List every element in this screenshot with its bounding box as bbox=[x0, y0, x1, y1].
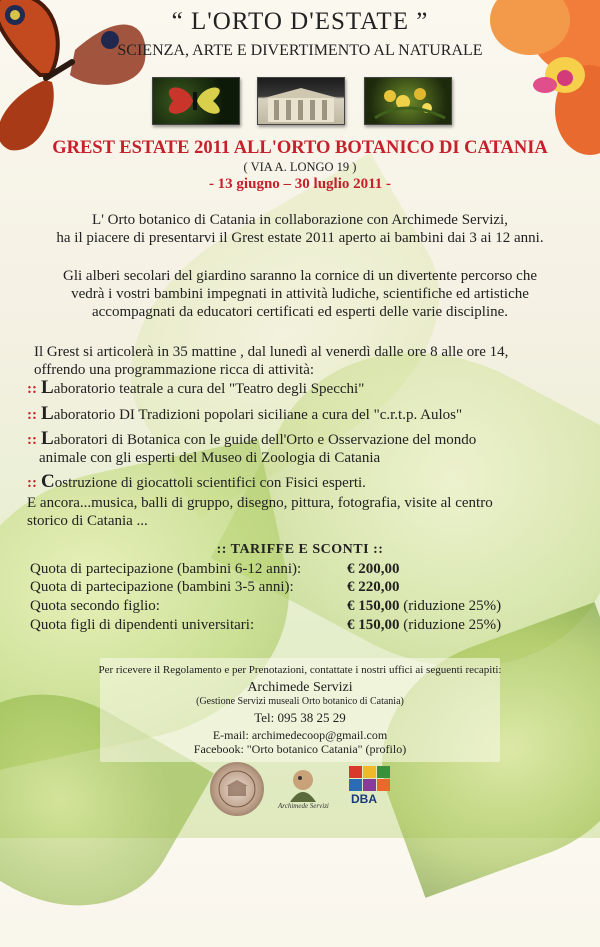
contact-intro: Per ricevere il Regolamento e per Prenotazioni, contattate i nostri uffici ai seguenti recapiti: bbox=[98, 664, 502, 676]
price-label: Quota secondo figlio: bbox=[30, 598, 160, 614]
price-value: € 150,00 bbox=[347, 617, 400, 633]
contact-facebook[interactable]: Facebook: "Orto botanico Catania" (profilo) bbox=[193, 742, 407, 756]
page-title: “ L'ORTO D'ESTATE ” bbox=[171, 8, 429, 35]
butterfly-photo bbox=[152, 77, 240, 125]
activity-text: aboratori di Botanica con le guide dell'Orto e Osservazione del mondo bbox=[53, 432, 477, 448]
contact-org: Archimede Servizi bbox=[247, 680, 353, 695]
description-line: Gli alberi secolari del giardino saranno la cornice di un divertente percorso che bbox=[63, 268, 537, 284]
price-label: Quota figli di dipendenti universitari: bbox=[30, 617, 255, 633]
event-address: ( VIA A. LONGO 19 ) bbox=[243, 160, 357, 174]
activity-text: aboratorio DI Tradizioni popolari siciliane a cura del "c.r.t.p. Aulos" bbox=[53, 407, 463, 423]
contact-phone[interactable]: Tel: 095 38 25 29 bbox=[254, 710, 346, 725]
price-row bbox=[30, 597, 501, 615]
price-label: Quota di partecipazione (bambini 3-5 anni): bbox=[30, 579, 294, 595]
price-row bbox=[30, 560, 400, 578]
activity-initial: L bbox=[41, 428, 54, 449]
program-line: Il Grest si articolerà in 35 mattine , dal lunedì al venerdì dalle ore 8 alle ore 14, bbox=[34, 344, 509, 360]
photo-strip bbox=[152, 77, 452, 125]
activity-text: ostruzione di giocattoli scientifici con Fisici esperti. bbox=[54, 475, 366, 491]
program-intro bbox=[34, 343, 584, 379]
event-dates: - 13 giugno – 30 luglio 2011 - bbox=[208, 176, 392, 192]
activity-initial: L bbox=[41, 403, 54, 424]
dba-logo bbox=[345, 762, 395, 812]
activity-item bbox=[27, 430, 587, 467]
price-value: € 150,00 bbox=[347, 598, 400, 614]
archimede-servizi-logo bbox=[278, 762, 328, 812]
flowers-photo bbox=[364, 77, 452, 125]
archimede-caption: Archimede Servizi bbox=[278, 802, 329, 810]
event-headline: GREST ESTATE 2011 ALL'ORTO BOTANICO DI CATANIA bbox=[52, 138, 548, 158]
orto-botanico-seal-logo bbox=[210, 762, 264, 816]
dba-label: DBA bbox=[351, 792, 377, 806]
greenhouse-photo bbox=[257, 77, 345, 125]
activity-text-continued: animale con gli esperti del Museo di Zoologia di Catania bbox=[39, 450, 381, 466]
price-note: (riduzione 25%) bbox=[403, 617, 502, 633]
activity-initial: C bbox=[41, 471, 55, 492]
program-extra-line: storico di Catania ... bbox=[27, 513, 148, 529]
tariffe-heading: :: TARIFFE E SCONTI :: bbox=[216, 542, 384, 557]
bullet-marker: :: bbox=[27, 432, 37, 448]
price-label: Quota di partecipazione (bambini 6-12 anni): bbox=[30, 561, 302, 577]
contact-org-sub: (Gestione Servizi museali Orto botanico di Catania) bbox=[196, 696, 404, 707]
activity-initial: L bbox=[41, 377, 54, 398]
bullet-marker: :: bbox=[27, 381, 37, 397]
description-line: vedrà i vostri bambini impegnati in attività ludiche, scientifiche ed artistiche bbox=[71, 286, 529, 302]
intro-line: L' Orto botanico di Catania in collaborazione con Archimede Servizi, bbox=[92, 212, 508, 228]
program-line: offrendo una programmazione ricca di attività: bbox=[34, 362, 315, 378]
program-extra-line: E ancora...musica, balli di gruppo, disegno, pittura, fotografia, visite al centro bbox=[27, 495, 493, 511]
price-note: (riduzione 25%) bbox=[403, 598, 502, 614]
bullet-marker: :: bbox=[27, 475, 37, 491]
price-row bbox=[30, 616, 501, 634]
bullet-marker: :: bbox=[27, 407, 37, 423]
price-value: € 200,00 bbox=[347, 561, 400, 577]
contact-email[interactable]: E-mail: archimedecoop@gmail.com bbox=[212, 728, 388, 742]
activity-item bbox=[27, 473, 587, 492]
price-value: € 220,00 bbox=[347, 579, 400, 595]
activity-text: aboratorio teatrale a cura del "Teatro degli Specchi" bbox=[53, 381, 365, 397]
description-paragraph bbox=[20, 267, 580, 321]
intro-line: ha il piacere di presentarvi il Grest estate 2011 aperto ai bambini dai 3 ai 12 anni. bbox=[56, 230, 544, 246]
price-row bbox=[30, 578, 400, 596]
description-line: accompagnati da educatori certificati ed esperti delle varie discipline. bbox=[91, 304, 509, 320]
page-subtitle: SCIENZA, ARTE E DIVERTIMENTO AL NATURALE bbox=[117, 42, 483, 59]
activity-item bbox=[27, 405, 587, 424]
intro-paragraph bbox=[20, 211, 580, 247]
program-extra bbox=[27, 494, 587, 530]
activity-item bbox=[27, 379, 587, 398]
